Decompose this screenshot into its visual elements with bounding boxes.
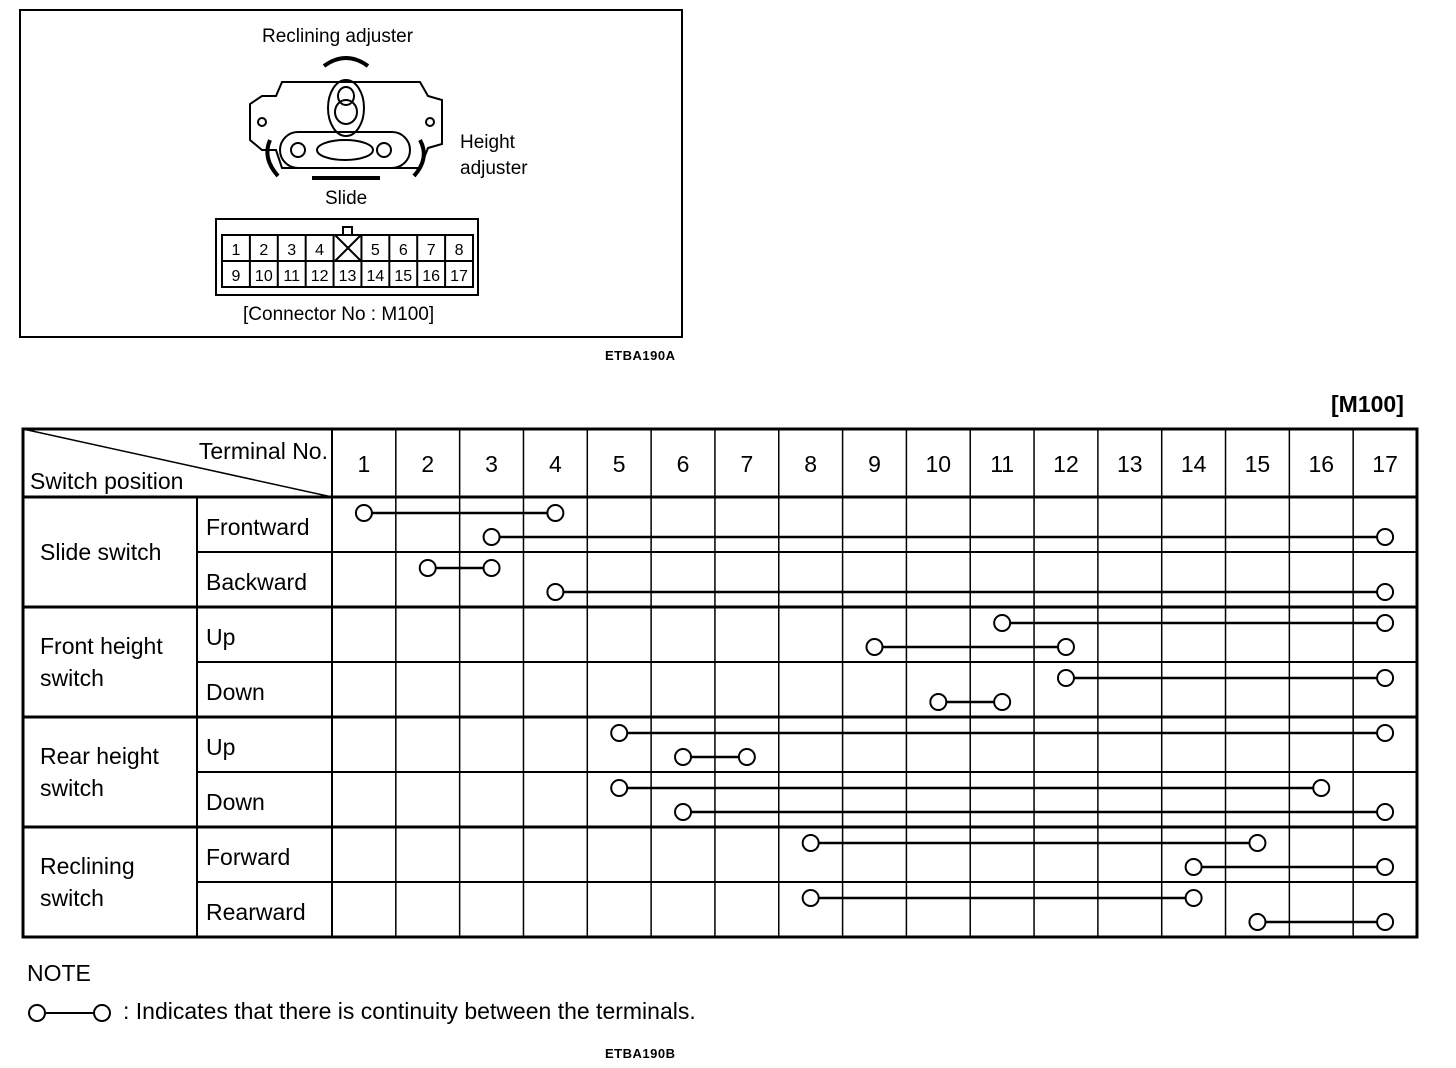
terminal-circle <box>675 804 691 820</box>
terminal-circle <box>547 584 563 600</box>
terminal-circle <box>611 725 627 741</box>
terminal-header: 2 <box>421 451 435 477</box>
connector-pin-label: 7 <box>426 242 436 259</box>
switch-group-name: Reclining <box>40 853 135 879</box>
terminal-circle <box>1377 859 1393 875</box>
switch-group-name: Rear height <box>40 743 159 769</box>
terminal-circle <box>1377 529 1393 545</box>
connector-pin-label: 6 <box>398 242 408 259</box>
terminal-header: 11 <box>990 451 1015 477</box>
switch-position-label: Down <box>206 789 265 815</box>
terminal-header: 12 <box>1053 451 1079 477</box>
terminal-circle <box>1058 639 1074 655</box>
terminal-header: 1 <box>357 451 371 477</box>
terminal-header: 10 <box>925 451 952 477</box>
terminal-circle <box>1058 670 1074 686</box>
terminal-circle <box>1313 780 1329 796</box>
terminal-circle <box>930 694 946 710</box>
terminal-circle <box>1249 914 1265 930</box>
terminal-circle <box>1377 914 1393 930</box>
connector-pin-label: 17 <box>450 268 468 285</box>
terminal-circle <box>803 890 819 906</box>
note-text: : Indicates that there is continuity between the terminals. <box>123 998 696 1024</box>
terminal-circle <box>1377 670 1393 686</box>
connector-caption: [Connector No : M100] <box>243 304 435 325</box>
connector-pin-label: 15 <box>394 268 413 285</box>
terminal-header: 6 <box>676 451 690 477</box>
terminal-circle <box>420 560 436 576</box>
connector-pin-label: 13 <box>338 268 357 285</box>
connector-pin-label: 2 <box>259 242 269 259</box>
connector-pin-label: 9 <box>231 268 241 285</box>
terminal-circle <box>1377 725 1393 741</box>
terminal-circle <box>1377 804 1393 820</box>
switch-group-name: switch <box>40 775 104 801</box>
terminal-circle <box>739 749 755 765</box>
switch-position-label: Forward <box>206 844 291 870</box>
terminal-circle <box>484 560 500 576</box>
terminal-circle <box>484 529 500 545</box>
terminal-header: 4 <box>548 451 562 477</box>
continuity-symbol-icon <box>27 999 117 1023</box>
terminal-header: 16 <box>1308 451 1335 477</box>
connector-pin-label: 11 <box>283 268 301 285</box>
switch-group-name: switch <box>40 665 104 691</box>
terminal-header: 8 <box>804 451 818 477</box>
switch-position-label: Rearward <box>206 899 306 925</box>
terminal-circle <box>867 639 883 655</box>
terminal-circle <box>1377 615 1393 631</box>
terminal-circle <box>803 835 819 851</box>
switch-group-name: switch <box>40 885 104 911</box>
terminal-circle <box>356 505 372 521</box>
switch-group-name: Front height <box>40 633 163 659</box>
terminal-header: 5 <box>612 451 626 477</box>
height-adjuster-label-line2: adjuster <box>460 158 528 179</box>
terminal-header: 14 <box>1180 451 1207 477</box>
terminal-header: 13 <box>1116 451 1143 477</box>
switch-position-label: Backward <box>206 569 307 595</box>
note-line <box>27 998 696 1025</box>
terminal-circle <box>1249 835 1265 851</box>
connector-pin-label: 4 <box>315 242 325 259</box>
connector-pin-label: 5 <box>370 242 380 259</box>
reclining-adjuster-label: Reclining adjuster <box>262 26 414 47</box>
terminal-header: 9 <box>868 451 881 477</box>
note-title: NOTE <box>27 960 91 986</box>
switch-position-label: Up <box>206 624 236 650</box>
connector-pin-label: 16 <box>422 268 441 285</box>
terminal-header: 17 <box>1372 451 1398 477</box>
terminal-header: 7 <box>740 451 754 477</box>
terminal-circle <box>1186 890 1202 906</box>
connector-pin-label: 3 <box>287 242 297 259</box>
height-adjuster-label-line1: Height <box>460 132 515 153</box>
terminal-circle <box>675 749 691 765</box>
switch-position-label: Frontward <box>206 514 310 540</box>
slide-label: Slide <box>325 188 368 209</box>
terminal-header: 15 <box>1244 451 1271 477</box>
connector-pin-label: 8 <box>454 242 464 259</box>
figure-code: ETBA190A <box>605 348 676 363</box>
terminal-circle <box>994 615 1010 631</box>
terminal-circle <box>611 780 627 796</box>
terminal-circle <box>994 694 1010 710</box>
switch-position-label: Up <box>206 734 236 760</box>
connector-reference: [M100] <box>1331 391 1404 417</box>
terminal-no-header: Terminal No. <box>198 438 328 464</box>
terminal-circle <box>547 505 563 521</box>
terminal-circle <box>1377 584 1393 600</box>
bottom-code: ETBA190B <box>605 1046 676 1061</box>
switch-position-header: Switch position <box>30 468 184 494</box>
connector-pin-label: 14 <box>366 268 385 285</box>
connector-pin-label: 1 <box>231 242 241 259</box>
terminal-circle <box>1186 859 1202 875</box>
connector-pin-label: 12 <box>310 268 329 285</box>
terminal-header: 3 <box>485 451 498 477</box>
connector-pin-label: 10 <box>254 268 273 285</box>
switch-position-label: Down <box>206 679 265 705</box>
switch-group-name: Slide switch <box>40 539 162 565</box>
